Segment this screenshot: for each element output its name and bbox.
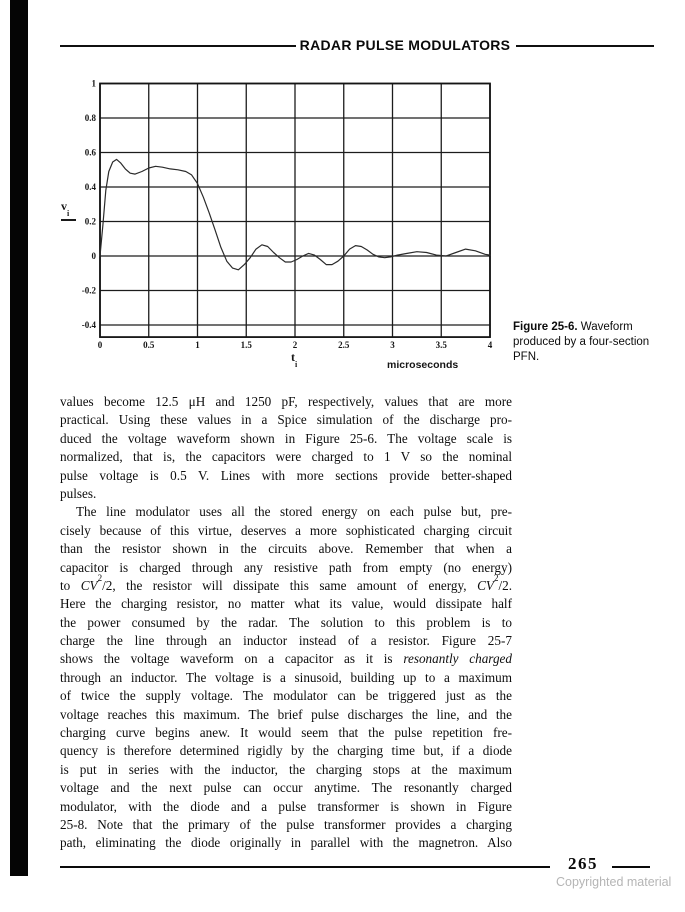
x-tick-label: 0 [97, 340, 103, 351]
body-line: is put in series with the inductor, the charging stops at the maximum [60, 761, 512, 777]
y-axis-label-underline [61, 219, 76, 221]
y-axis-variable: v [61, 199, 67, 213]
body-line: path, eliminating the diode originally in parallel with the magnetron. Also [60, 835, 512, 851]
x-axis-unit: microseconds [387, 359, 459, 371]
figure-caption-label: Figure 25-6. [513, 321, 578, 333]
y-tick-label: 0.8 [84, 113, 96, 123]
x-axis-label [291, 350, 298, 370]
x-tick-label: 1 [195, 340, 200, 351]
y-tick-label: 0.4 [84, 182, 96, 192]
x-axis-subscript: i [295, 360, 298, 370]
y-tick-label: 0.6 [84, 147, 96, 158]
y-tick-label: 0.2 [84, 216, 96, 227]
body-line: The line modulator uses all the stored energy on each pulse but, pre- [76, 504, 512, 520]
body-line: voltage reaches this maximum. The brief pulse discharges the line, and the [60, 706, 512, 722]
body-line: charge the line through an inductor instead of a resistor. Figure 25-7 [60, 633, 512, 649]
body-line: cisely because of this virtue, deserves a more sophisticated charging circuit [60, 522, 512, 538]
x-tick-label: 2.5 [338, 340, 350, 351]
body-line: capacitor is charged through any resistive path from empty (no energy) [60, 559, 512, 575]
body-line: modulator, with the diode and a pulse transformer is shown in Figure [60, 798, 512, 814]
body-line: quency is therefore determined rigidly by the charging time but, if a diode [60, 743, 512, 759]
body-line: Here the charging resistor, no matter what its value, would dissipate half [60, 596, 512, 612]
body-line: shows the voltage waveform on a capacitor as it is resonantly charged [60, 651, 512, 667]
y-axis-label [61, 199, 81, 221]
figure-caption-text: Waveform produced by a four-section PFN. [513, 321, 650, 363]
body-line: duced the voltage waveform shown in Figure 25-6. The voltage scale is [60, 430, 512, 446]
body-line: pulse voltage is 0.5 V. Lines with more sections provide better-shaped [60, 467, 512, 483]
body-line: voltage and the next pulse can occur anytime. The resonantly charged [60, 780, 512, 796]
body-line: practical. Using these values in a Spice simulation of the discharge pro- [60, 412, 512, 428]
page-gutter-bar [10, 0, 28, 876]
x-tick-label: 1.5 [240, 340, 252, 351]
x-axis-variable: t [291, 350, 295, 364]
y-tick-label: 0 [91, 251, 96, 261]
page-number: 265 [568, 854, 598, 873]
body-line: than the resistor shown in the circuits above. Remember that when a [60, 541, 512, 557]
figure-caption [513, 320, 673, 365]
footer-rule-long [60, 866, 550, 868]
waveform-chart [50, 70, 510, 370]
y-tick-label: 1 [91, 78, 96, 89]
body-line: the power consumed by the radar. The solution to this problem is to [60, 614, 512, 630]
body-line: pulses. [60, 485, 97, 501]
y-tick-label: -0.4 [81, 320, 96, 330]
header-rule-left [60, 45, 296, 47]
footer-rule-short [612, 866, 650, 868]
x-tick-label: 2 [292, 340, 298, 351]
body-line: charging curve begins anew. It would seem that the pulse repetition fre- [60, 725, 512, 741]
body-line: values become 12.5 μH and 1250 pF, respectively, values that are more [60, 394, 512, 409]
body-line: 25-8. Note that the primary of the pulse transformer provides a charging [60, 816, 512, 832]
x-tick-label: 3 [390, 340, 395, 351]
body-line: through an inductor. The voltage is a sinusoid, building up to a maximum [60, 669, 512, 685]
x-tick-label: 0.5 [143, 340, 155, 351]
body-line: of twice the supply voltage. The modulator can be triggered just as the [60, 688, 512, 704]
x-tick-label: 3.5 [435, 340, 447, 351]
x-tick-label: 4 [487, 340, 493, 351]
y-axis-subscript: i [67, 209, 70, 219]
body-line: normalized, that is, the capacitors were charged to 1 V so the nominal [60, 449, 512, 465]
y-tick-label: -0.2 [81, 285, 96, 296]
copyright-watermark: Copyrighted material [556, 875, 672, 889]
header-title: RADAR PULSE MODULATORS [299, 37, 511, 53]
header-rule-right [516, 45, 654, 47]
body-line: to $CV^2/2$, the resistor will dissipate this same amount of energy, $CV^2/2$. [60, 572, 512, 593]
body-text [60, 393, 512, 853]
